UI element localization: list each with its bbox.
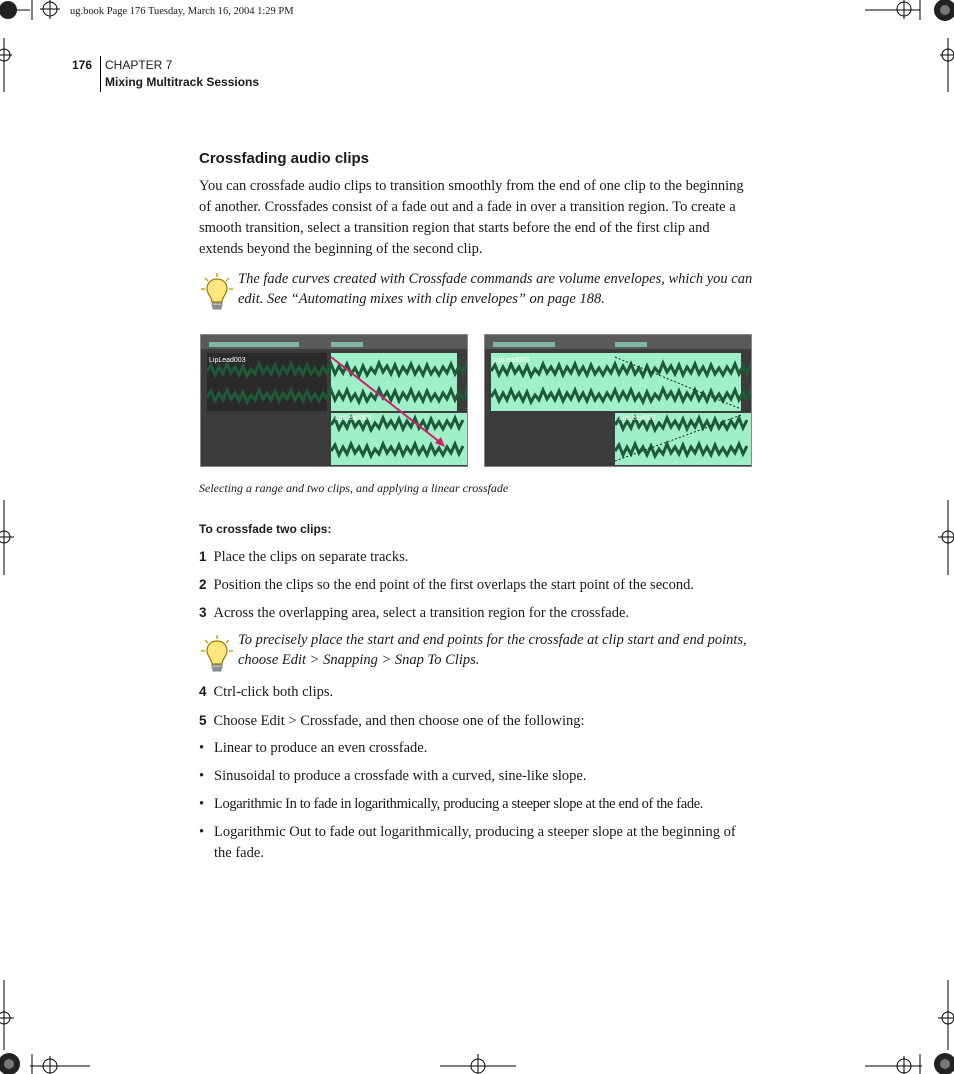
procedure-title: To crossfade two clips: xyxy=(199,522,332,536)
tip-text: To precisely place the start and end points for the crossfade at clip start and end points, choose Edit > Snapping > Snap To Clips. xyxy=(238,632,747,668)
page-number: 176 xyxy=(72,58,93,72)
step-item xyxy=(199,602,759,624)
lightbulb-icon xyxy=(200,272,234,312)
clip-label: LipLead003 xyxy=(619,415,656,422)
list-item-text: Linear to produce an even crossfade. xyxy=(214,740,428,756)
list-item: • Linear to produce an even crossfade. xyxy=(199,738,759,759)
figure-caption: Selecting a range and two clips, and applying a linear crossfade xyxy=(199,481,509,495)
list-item-text: Sinusoidal to produce a crossfade with a curved, sine-like slope. xyxy=(214,768,587,784)
step-text: Place the clips on separate tracks. xyxy=(213,549,409,565)
clip-label: LipLead003 xyxy=(209,357,246,364)
step-text: Position the clips so the end point of the first overlaps the start point of the second. xyxy=(213,577,694,593)
figure-crossfade-after xyxy=(484,334,752,467)
section-heading: Crossfading audio clips xyxy=(199,150,370,167)
intro-paragraph: You can crossfade audio clips to transition smoothly from the end of one clip to the beginning of another. Crossfades consist of a fade out and a fade in over a transition region. To create a smooth transition, select a transition region that starts before the end of the first clip and extends beyond the beginning of the second clip. xyxy=(199,178,744,257)
figure-selection-before xyxy=(200,334,468,467)
print-slug: ug.book Page 176 Tuesday, March 16, 2004 1:29 PM xyxy=(70,6,294,17)
step-item xyxy=(199,574,759,596)
step-item xyxy=(199,546,759,568)
list-item: • Logarithmic In to fade in logarithmically, producing a steeper slope at the end of the fade. xyxy=(199,794,759,815)
list-item: • Sinusoidal to produce a crossfade with a curved, sine-like slope. xyxy=(199,766,759,787)
step-number: 5 xyxy=(199,713,207,728)
clip-label: LipLead003 xyxy=(493,357,530,364)
list-item: • Logarithmic Out to fade out logarithmically, producing a steeper slope at the beginning of the fade. xyxy=(199,822,759,864)
list-item-text: Logarithmic In to fade in logarithmically, producing a steeper slope at the end of the fade. xyxy=(214,796,704,812)
lightbulb-icon xyxy=(200,634,234,674)
step-number: 2 xyxy=(199,577,207,592)
step-item xyxy=(199,681,759,703)
step-number: 1 xyxy=(199,549,207,564)
clip-label: LipLead003 xyxy=(335,415,372,422)
step-number: 4 xyxy=(199,684,207,699)
multitrack-view xyxy=(485,335,751,466)
section-title: Mixing Multitrack Sessions xyxy=(105,75,260,89)
header-divider xyxy=(100,56,101,92)
step-item xyxy=(199,710,759,732)
step-text: Ctrl-click both clips. xyxy=(213,684,334,700)
multitrack-view xyxy=(201,335,467,466)
chapter-label: CHAPTER 7 xyxy=(105,58,173,72)
step-text: Across the overlapping area, select a transition region for the crossfade. xyxy=(213,605,630,621)
list-item-text: Logarithmic Out to fade out logarithmically, producing a steeper slope at the beginning of the fade. xyxy=(214,824,736,861)
step-text: Choose Edit > Crossfade, and then choose one of the following: xyxy=(213,713,585,729)
step-number: 3 xyxy=(199,605,207,620)
tip-text: The fade curves created with Crossfade commands are volume envelopes, which you can edit. See “Automating mixes with clip envelopes” on page 188. xyxy=(238,271,753,307)
